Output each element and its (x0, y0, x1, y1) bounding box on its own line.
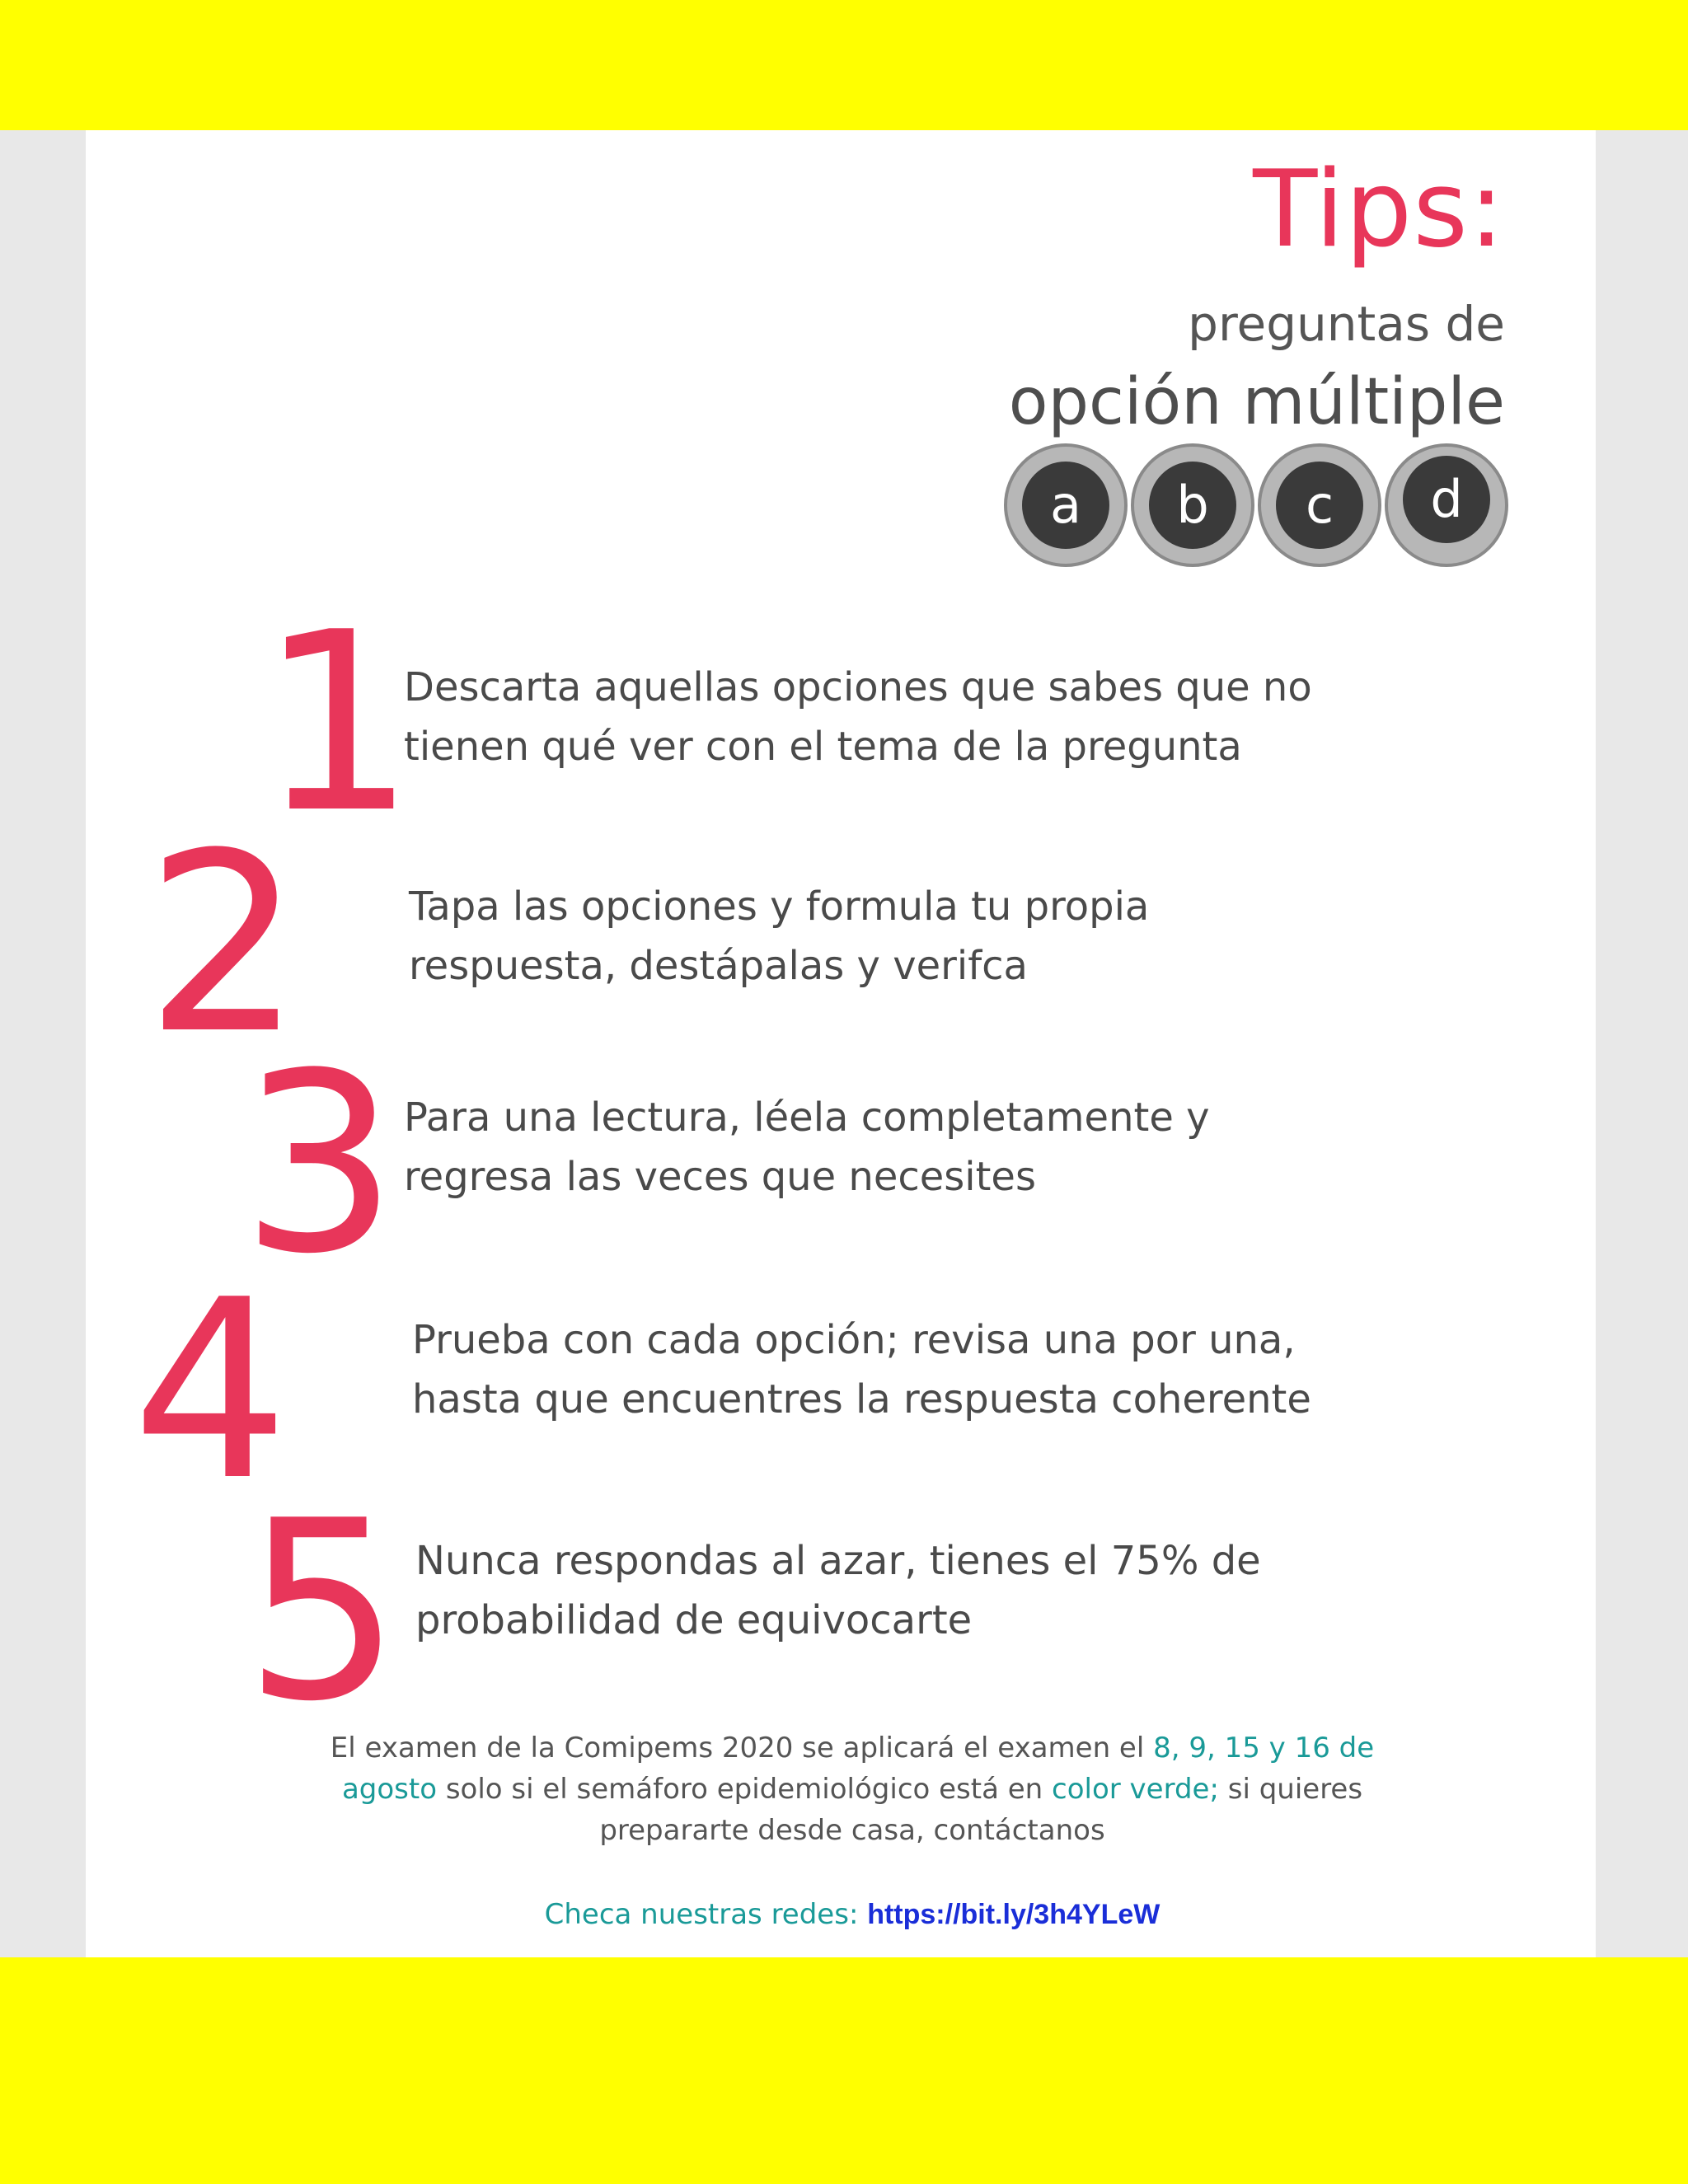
option-c-badge (1258, 443, 1381, 567)
notice-text-3: si quieres (1218, 1773, 1363, 1806)
tip-2-line-2: respuesta, destápalas y verifca (409, 943, 1028, 989)
page-subtitle: preguntas de (1188, 296, 1505, 352)
tip-4-line-1: Prueba con cada opción; revisa una por una, (412, 1317, 1296, 1363)
exam-month: agosto (341, 1773, 438, 1806)
tip-1-text (404, 658, 1393, 776)
tip-3-text (404, 1088, 1393, 1207)
option-a-label: a (1022, 462, 1109, 549)
top-yellow-band (0, 0, 1688, 130)
social-link[interactable]: https://bit.ly/3h4YLeW (867, 1899, 1160, 1930)
option-b-badge (1131, 443, 1254, 567)
page-subtitle-main: opción múltiple (1008, 365, 1505, 439)
notice-text-1: El examen de la Comipems 2020 se aplicará el examen el (330, 1732, 1154, 1765)
notice-text-2: solo si el semáforo epidemiológico está en (437, 1773, 1053, 1806)
infographic-page (86, 130, 1596, 1957)
tip-2-text (409, 877, 1398, 996)
tip-1-line-1: Descarta aquellas opciones que sabes que no (404, 664, 1312, 710)
option-b-label: b (1149, 462, 1236, 549)
tip-1-number: 1 (259, 579, 416, 867)
social-links (234, 1894, 1470, 1935)
exam-dates: 8, 9, 15 y 16 de (1153, 1732, 1375, 1765)
option-d-label: d (1403, 456, 1490, 543)
tip-5-number: 5 (244, 1468, 401, 1755)
bottom-yellow-band (0, 1957, 1688, 2184)
tip-5-line-1: Nunca respondas al azar, tienes el 75% de (415, 1538, 1261, 1584)
tip-4-number: 4 (132, 1247, 289, 1535)
tip-4-text (412, 1310, 1401, 1429)
tip-1-line-2: tienen qué ver con el tema de la pregunta (404, 724, 1242, 770)
answer-options-graphic (1004, 443, 1508, 575)
tip-5-line-2: probabilidad de equivocarte (415, 1597, 973, 1643)
page-title: Tips: (1253, 148, 1505, 271)
option-c-label: c (1276, 462, 1363, 549)
option-a-badge (1004, 443, 1128, 567)
notice-text-4: prepararte desde casa, contáctanos (599, 1814, 1105, 1847)
tip-5-text (415, 1531, 1404, 1650)
semaphore-color: color verde; (1052, 1773, 1219, 1806)
tip-3-line-1: Para una lectura, léela completamente y (404, 1094, 1210, 1141)
tip-2-number: 2 (145, 800, 302, 1088)
tip-3-number: 3 (241, 1020, 398, 1308)
option-d-badge (1385, 443, 1508, 567)
social-label: Checa nuestras redes: (544, 1898, 868, 1931)
tip-3-line-2: regresa las veces que necesites (404, 1154, 1036, 1200)
exam-notice (234, 1727, 1470, 1851)
tip-4-line-2: hasta que encuentres la respuesta coherente (412, 1376, 1311, 1422)
tip-2-line-1: Tapa las opciones y formula tu propia (409, 883, 1150, 930)
